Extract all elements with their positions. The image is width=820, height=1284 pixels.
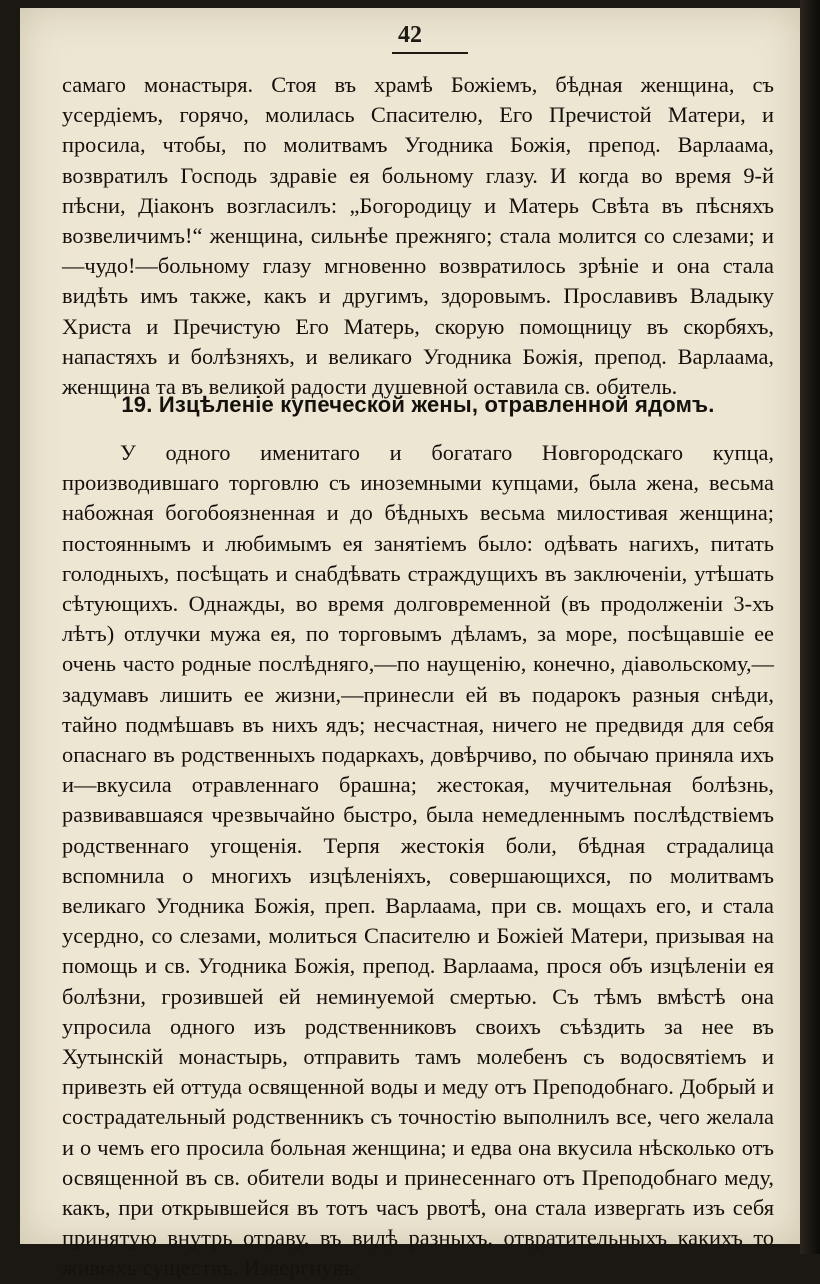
book-page — [20, 8, 800, 1281]
page-number-rule — [392, 52, 468, 54]
paragraph-continued: самаго монастыря. Стоя въ храмѣ Божіемъ, бѣдная женщина, съ усердіемъ, горячо, молилась Спасителю, Его Пречистой Матери, и просила, чтобы, по молитвамъ Угодника Божія, препод. Варлаама, возвратилъ Господь здравіе ея больному глазу. И когда во время 9-й пѣсни, Діаконъ возгласилъ: „Богородицу и Матерь Свѣта въ пѣсняхъ возвеличимъ!“ женщина, сильнѣе прежняго; стала молится со слезами; и—чудо!—больному глазу мгновенно возвратилось зрѣніе и она стала видѣть имъ также, какъ и другимъ, здоровымъ. Прославивъ Владыку Христа и Пречистую Его Матерь, скорую помощницу въ скорбяхъ, напастяхъ и болѣзняхъ, и великаго Угодника Божія, препод. Варлаама, женщина та въ великой радости душевной оставила св. обитель. — [62, 72, 774, 400]
page-number: 42 — [398, 22, 422, 48]
section-heading: 19. Изцѣленіе купеческой жены, отравленной ядомъ. — [121, 392, 715, 417]
book-spine-shadow — [800, 0, 820, 1254]
paragraph-section-19: У одного именитаго и богатаго Новгородскаго купца, производившаго торговлю съ иноземными купцами, была жена, весьма набожная богобоязненная и до бѣдныхъ весьма милостивая женщина; постояннымъ и любимымъ ея занятіемъ было: одѣвать нагихъ, питать голодныхъ, посѣщать и снабдѣвать страждущихъ въ заключеніи, утѣшать сѣтующихъ. Однажды, во время долговременной (въ продолженіи 3-хъ лѣтъ) отлучки мужа ея, по торговымъ дѣламъ, за море, посѣщавшіе ее очень часто родные послѣдняго,—по наущенію, конечно, діавольскому,—задумавъ лишить ее жизни,—принесли ей въ подарокъ разныя снѣди, тайно подмѣшавъ въ нихъ ядъ; несчастная, ничего не предвидя для себя опаснаго въ родственныхъ подаркахъ, довѣрчиво, по обычаю приняла ихъ и—вкусила отравленнаго брашна; жестокая, мучительная болѣзнь, развивавшаяся чрезвычайно быстро, была немедленнымъ послѣдствіемъ родственнаго угощенія. Терпя жестокія боли, бѣдная страдалица вспомнила о многихъ изцѣленіяхъ, совершающихся, по молитвамъ великаго Угодника Божія, преп. Варлаама, при св. мощахъ его, и стала усердно, со слезами, молиться Спасителю и Божіей Матери, призывая на помощь и св. Угодника Божія, препод. Варлаама, прося объ изцѣленіи ея болѣзни, грозившей ей неминуемой смертью. Съ тѣмъ вмѣстѣ она упросила одного изъ родственниковъ своихъ съѣздить за нее въ Хутынскій монастырь, отправить тамъ молебенъ съ водосвятіемъ и привезть ей оттуда освященной воды и меду отъ Преподобнаго. Добрый и сострадательный родственникъ съ точностію выполнилъ все, чего желала и о чемъ его просила больная женщина; и едва она вкусила нѣсколько отъ освященной въ св. обители воды и принесеннаго отъ Преподобнаго меду, какъ, при открывшейся въ тотъ часъ рвотѣ, она стала извергать изъ себя принятую внутрь отраву, въ видѣ разныхъ, отвратительныхъ какихъ то живыхъ существъ. Извергнувъ — [62, 440, 774, 1281]
